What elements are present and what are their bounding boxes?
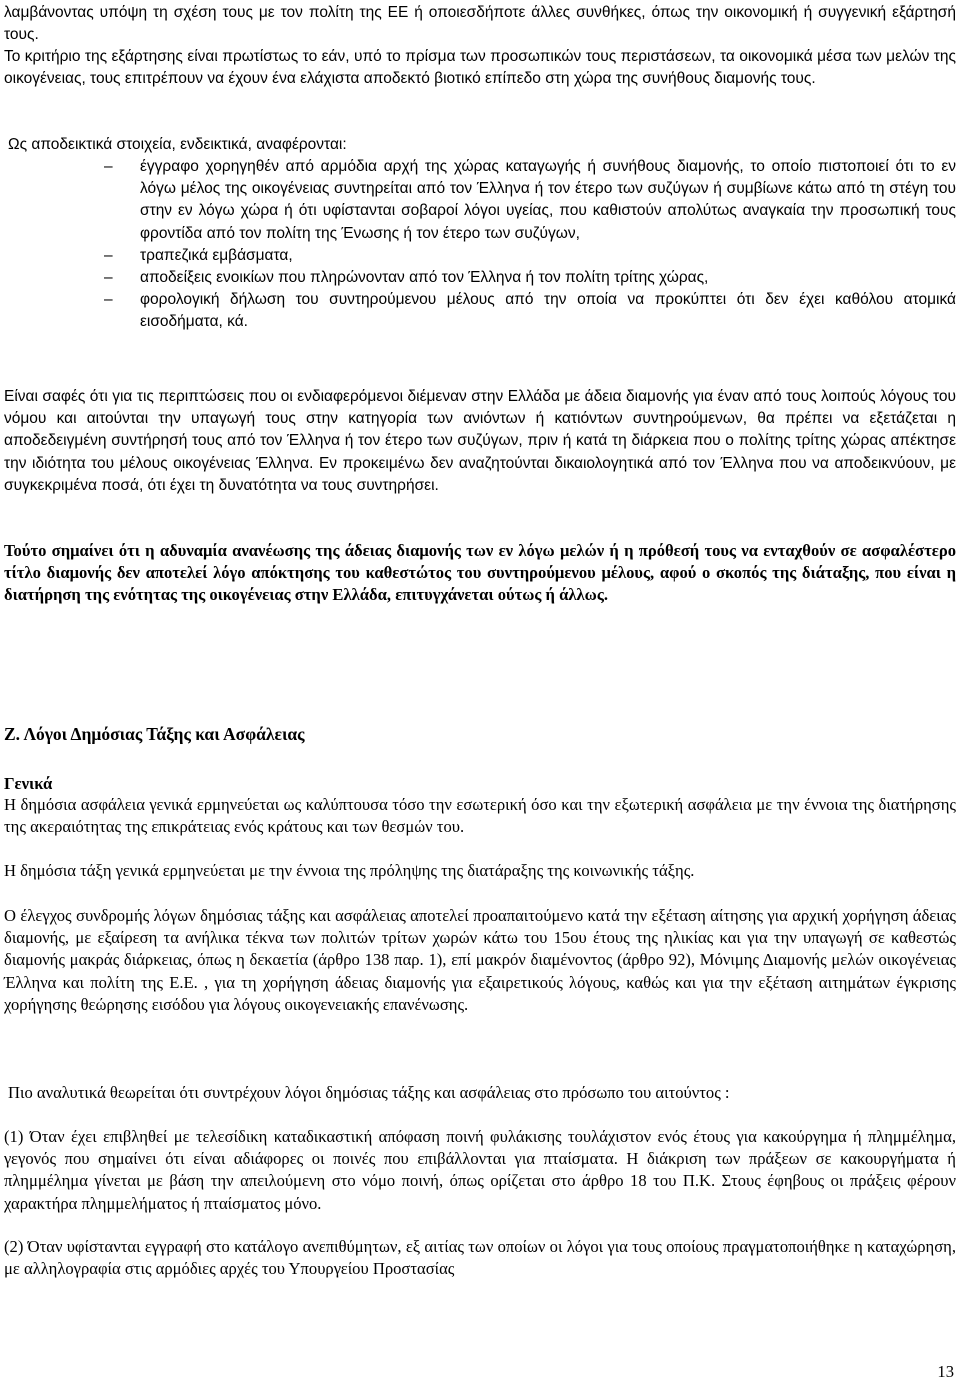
- section-heading: Ζ. Λόγοι Δημόσιας Τάξης και Ασφάλειας: [4, 724, 305, 744]
- evidence-intro: Ως αποδεικτικά στοιχεία, ενδεικτικά, αναφέρονται:: [8, 136, 347, 153]
- list-item-text: τραπεζικά εμβάσματα,: [140, 246, 293, 264]
- list-item: [4, 289, 956, 333]
- list-item-text: έγγραφο χορηγηθέν από αρμόδια αρχή της χώρας καταγωγής ή συνήθους διαμονής, το οποίο πιστοποιεί ότι το εν λόγω μέλος της οικογένειας συντηρείται από τον Έλληνα ή τον έτερο των συζύγων ή συμβίωνε κάτω από τη στέγη του στην εν λόγω χώρα ή ότι υφίστανται σοβαροί λόγοι υγείας, που καθιστούν απολύτως αναγκαία την προσωπική τους φροντίδα από τον πολίτη της Ένωσης ή τον έτερο των συζύγων,: [140, 158, 956, 242]
- list-item: [4, 267, 956, 289]
- dependency-paragraph: Είναι σαφές ότι για τις περιπτώσεις που οι ενδιαφερόμενοι διέμεναν στην Ελλάδα με άδεια διαμονής για έναν από τους λοιπούς λόγους του νόμου και αιτούνται την υπαγωγή τους στην κατηγορία των ανιόντων ή κατιόντων συντηρούμενων, θα πρέπει να εξετάζεται η αποδεδειγμένη συντήρησή τους από τον Έλληνα ή τον έτερο των συζύγων, πριν ή κατά τη διάρκεια που ο πολίτης τρίτης χώρας απέκτησε την ιδιότητα του μέλους οικογένειας Έλληνα. Εν προκειμένω δεν αναζητούνται δικαιολογητικά από τον Έλληνα που να αποδεικνύουν, με συγκεκριμένα ποσά, ότι έχει τη δυνατότητα να τους συντηρήσει.: [4, 388, 956, 494]
- list-item: [4, 245, 956, 267]
- control-paragraph: Ο έλεγχος συνδρομής λόγων δημόσιας τάξης και ασφάλειας αποτελεί προαπαιτούμενο κατά την εξέταση αίτησης για αρχική χορήγηση άδειας διαμονής, με εξαίρεση τα ανήλικα τέκνα των πολιτών τρίτων χωρών κάτω του 15ου έτους της ηλικίας και για την υπαγωγή σε καθεστώς διαμονής μακράς διάρκειας, όπως η δεκαετία (άρθρο 138 παρ. 1), επί μακρόν διαμένοντος (άρθρο 92), Μόνιμης Διαμονής μελών οικογένειας Έλληνα και πολίτη της Ε.Ε. , για τη χορήγηση άδειας διαμονής για εξαιρετικούς λόγους, καθώς και για την εξέταση αιτημάτων έγκρισης χορήγησης θεώρησης εισόδου για λόγους οικογενειακής επανένωσης.: [4, 906, 956, 1014]
- section-subheading: Γενικά: [4, 774, 53, 793]
- list-item: [4, 156, 956, 245]
- detailed-grounds-paragraph: Πιο αναλυτικά θεωρείται ότι συντρέχουν λόγοι δημόσιας τάξης και ασφάλειας στο πρόσωπο του αιτούντος :: [8, 1083, 730, 1102]
- ground-2-paragraph: (2) Όταν υφίστανται εγγραφή στο κατάλογο ανεπιθύμητων, εξ αιτίας των οποίων οι λόγοι για τους οποίους πραγματοποιήθηκε η καταχώρηση, με αλληλογραφία στις αρμόδιες αρχές του Υπουργείου Προστασίας: [4, 1237, 956, 1279]
- bold-conclusion-paragraph: Τούτο σημαίνει ότι η αδυναμία ανανέωσης της άδειας διαμονής των εν λόγω μελών ή η πρόθεσή τους να ενταχθούν σε ασφαλέστερο τίτλο διαμονής δεν αποτελεί λόγο απόκτησης του καθεστώτος του συντηρούμενου μέλους, αφού ο σκοπός της διάταξης, που είναι η διατήρηση της ενότητας της οικογένειας στην Ελλάδα, επιτυγχάνεται ούτως ή άλλως.: [4, 541, 956, 605]
- list-dash: –: [104, 158, 113, 175]
- list-item-text: αποδείξεις ενοικίων που πληρώνονταν από τον Έλληνα ή τον πολίτη τρίτης χώρας,: [140, 269, 709, 287]
- public-order-paragraph: Η δημόσια τάξη γενικά ερμηνεύεται με την έννοια της πρόληψης της διατάραξης της κοινωνικής τάξης.: [4, 861, 695, 880]
- public-security-paragraph: Η δημόσια ασφάλεια γενικά ερμηνεύεται ως καλύπτουσα τόσο την εσωτερική όσο και την εξωτερική ασφάλεια με την έννοια της διατήρησης της ακεραιότητας της επικράτειας ενός κράτους και των θεσμών του.: [4, 795, 956, 837]
- page-number: 13: [937, 1362, 954, 1381]
- intro-paragraph-2: Το κριτήριο της εξάρτησης είναι πρωτίστως το εάν, υπό το πρίσμα των προσωπικών τους περιστάσεων, τα οικονομικά μέσα των μελών της οικογένειας, τους επιτρέπουν να έχουν ένα ελάχιστα αποδεκτό βιοτικό επίπεδο στη χώρα της συνήθους διαμονής τους.: [4, 48, 956, 88]
- list-item-text: φορολογική δήλωση του συντηρούμενου μέλους από την οποία να προκύπτει ότι δεν έχει καθόλου ατομικά εισοδήματα, κά.: [140, 291, 956, 331]
- ground-1-paragraph: (1) Όταν έχει επιβληθεί με τελεσίδικη καταδικαστική απόφαση ποινή φυλάκισης τουλάχιστον ενός έτους για κακούργημα ή πλημμέλημα, γεγονός που σημαίνει ότι είναι αδιάφορες οι ποινές που επιβάλλονται για πταίσματα. Η διάκριση των πράξεων σε κακουργήματα ή πλημμέλημα γίνεται με βάση την απειλούμενη στο νόμο ποινή, όπως ορίζεται στο άρθρο 18 του Π.Κ. Στους έφηβους οι πράξεις φέρουν χαρακτήρα πλημμελήματος ή πταίσματος μόνο.: [4, 1127, 956, 1213]
- list-dash: –: [104, 269, 113, 287]
- intro-paragraph-1: λαμβάνοντας υπόψη τη σχέση τους με τον πολίτη της ΕΕ ή οποιεσδήποτε άλλες συνθήκες, όπως την οικονομική ή συγγενική εξάρτησή τους.: [4, 4, 956, 44]
- list-dash: –: [104, 291, 113, 309]
- evidence-list: [4, 156, 956, 334]
- list-dash: –: [104, 246, 113, 264]
